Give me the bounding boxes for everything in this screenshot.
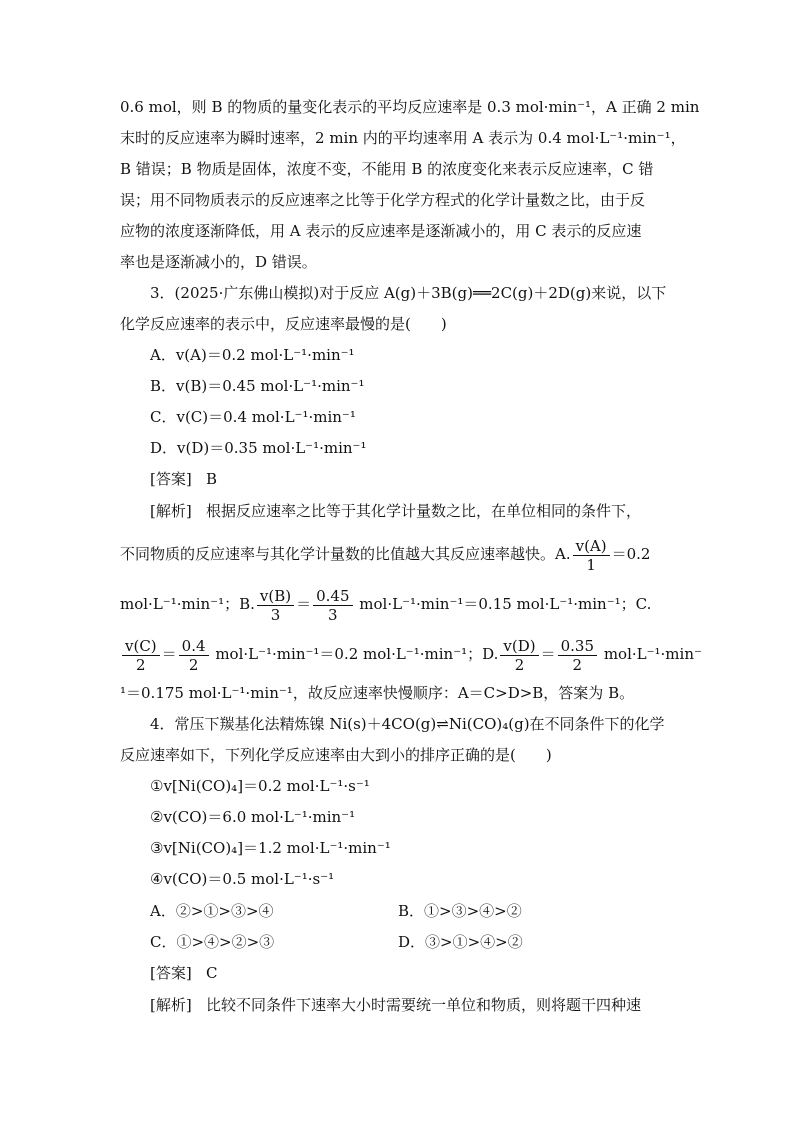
question-4-stem-cont: 反应速率如下，下列化学反应速率由大到小的排序正确的是( ) xyxy=(120,746,552,764)
option-a: A．v(A)＝0.2 mol·L⁻¹·min⁻¹ xyxy=(150,346,355,364)
analysis-tag: [解析] xyxy=(150,502,192,520)
answer-row xyxy=(150,468,680,492)
answer-tag: [答案] xyxy=(150,964,192,982)
analysis-formula-row: mol·L⁻¹·min⁻¹；B. $\frac{v(B)}{3}$ ＝ $\frac{0.45}{3}$ mol·L⁻¹·min⁻¹＝0.15 mol·L⁻¹·min⁻¹；C. xyxy=(120,586,652,624)
fraction: $\frac{0.35}{2}$ xyxy=(558,637,597,674)
formula-text: mol·L⁻¹·min⁻ xyxy=(603,645,702,663)
option-d: D．③>①>④>② xyxy=(398,933,523,951)
fraction: $\frac{v(C)}{2}$ xyxy=(122,637,160,674)
analysis-text: 不同物质的反应速率与其化学计量数的比值越大其反应速率越快。A. xyxy=(120,545,571,563)
fraction: $\frac{0.45}{3}$ xyxy=(313,587,352,624)
answer-value: B xyxy=(206,470,218,488)
analysis-formula-row: $\frac{v(C)}{2}$ ＝ $\frac{0.4}{2}$ mol·L⁻¹·min⁻¹＝0.2 mol·L⁻¹·min⁻¹；D. $\frac{v(D)}{2}$ ＝ $\frac{0.35}{2}$ mol·L⁻¹·min⁻ xyxy=(120,630,680,678)
fraction: $\frac{v(A)}{1}$ xyxy=(573,537,610,574)
fraction: $\frac{v(D)}{2}$ xyxy=(500,637,538,674)
question-3-stem: 3．(2025·广东佛山模拟)对于反应 A(g)＋3B(g)══2C(g)＋2D(g)来说，以下 xyxy=(150,284,667,302)
analysis-formula-row xyxy=(120,530,680,578)
condition-item-4: ④v(CO)＝0.5 mol·L⁻¹·s⁻¹ xyxy=(150,870,335,888)
condition-item-2: ②v(CO)＝6.0 mol·L⁻¹·min⁻¹ xyxy=(150,808,356,826)
paragraph-line: 误；用不同物质表示的反应速率之比等于化学方程式的化学计量数之比，由于反 xyxy=(120,191,646,209)
analysis-text: 比较不同条件下速率大小时需要统一单位和物质，则将题干四种速 xyxy=(206,996,642,1014)
option-c: C．v(C)＝0.4 mol·L⁻¹·min⁻¹ xyxy=(150,408,356,426)
paragraph-line: 率也是逐渐减小的，D 错误。 xyxy=(120,253,317,271)
analysis-row xyxy=(150,500,680,524)
paragraph-line: B 错误；B 物质是固体，浓度不变，不能用 B 的浓度变化来表示反应速率，C 错 xyxy=(120,160,654,178)
answer-value: C xyxy=(206,964,218,982)
question-3-stem-cont: 化学反应速率的表示中，反应速率最慢的是( ) xyxy=(120,315,447,333)
answer-tag: [答案] xyxy=(150,470,192,488)
formula-text: mol·L⁻¹·min⁻¹＝0.15 mol·L⁻¹·min⁻¹；C. xyxy=(359,595,652,613)
analysis-tag: [解析] xyxy=(150,996,192,1014)
fraction: $\frac{v(B)}{3}$ xyxy=(257,587,294,624)
paragraph-line: 末时的反应速率为瞬时速率，2 min 内的平均速率用 A 表示为 0.4 mol·L⁻¹·min⁻¹， xyxy=(120,129,686,147)
option-d: D．v(D)＝0.35 mol·L⁻¹·min⁻¹ xyxy=(150,439,367,457)
option-b: B．①>③>④>② xyxy=(398,902,522,920)
option-c: C．①>④>②>③ xyxy=(150,933,275,951)
paragraph-line: 0.6 mol，则 B 的物质的量变化表示的平均反应速率是 0.3 mol·min⁻¹，A 正确 2 min xyxy=(120,98,700,116)
formula-text: ＝0.2 xyxy=(611,545,651,563)
answer-row xyxy=(150,962,680,986)
question-4-stem: 4．常压下羰基化法精炼镍 Ni(s)＋4CO(g)⇌Ni(CO)₄(g)在不同条件下的化学 xyxy=(150,715,665,733)
paragraph-line: 应物的浓度逐渐降低，用 A 表示的反应速率是逐渐减小的，用 C 表示的反应速 xyxy=(120,222,642,240)
formula-text: mol·L⁻¹·min⁻¹＝0.2 mol·L⁻¹·min⁻¹；D. xyxy=(215,645,499,663)
option-a: A．②>①>③>④ xyxy=(150,902,274,920)
condition-item-3: ③v[Ni(CO)₄]＝1.2 mol·L⁻¹·min⁻¹ xyxy=(150,839,391,857)
condition-item-1: ①v[Ni(CO)₄]＝0.2 mol·L⁻¹·s⁻¹ xyxy=(150,777,370,795)
analysis-conclusion: ¹＝0.175 mol·L⁻¹·min⁻¹，故反应速率快慢顺序：A＝C>D>B，答案为 B。 xyxy=(120,684,635,702)
option-b: B．v(B)＝0.45 mol·L⁻¹·min⁻¹ xyxy=(150,377,365,395)
analysis-text: 根据反应速率之比等于其化学计量数之比，在单位相同的条件下， xyxy=(206,502,642,520)
fraction: $\frac{0.4}{2}$ xyxy=(179,637,209,674)
analysis-row xyxy=(150,994,680,1018)
formula-text: mol·L⁻¹·min⁻¹；B. xyxy=(120,595,255,613)
